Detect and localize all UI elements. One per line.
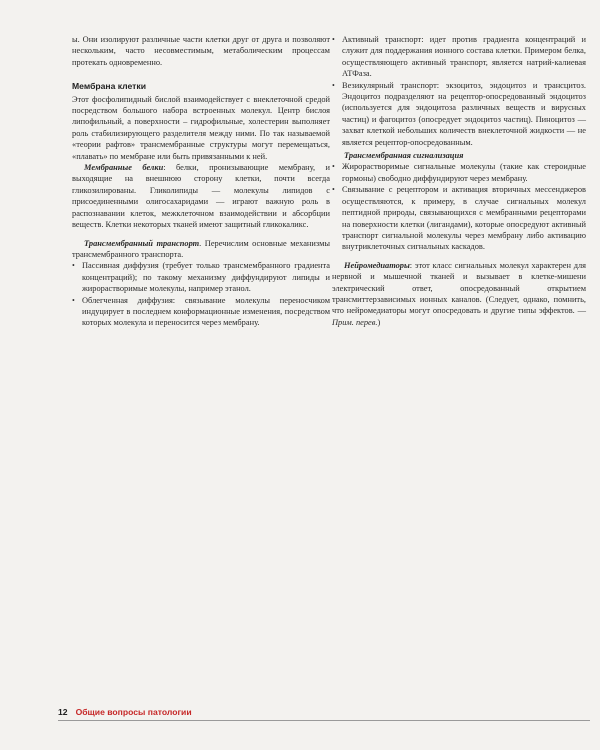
list-item: • Связывание с рецептором и активация вторичных мессенджеров осуществляются, к примеру, в случае сигнальных молекул пептидной природы, связывающихся с мембранными рецепторами на поверхности клетки (лигандами), которые опосредуют активный транспорт сигнальной молекулы через мембрану либо активацию внутриклеточных сигнальных каскадов. <box>332 185 586 252</box>
bullet-icon: • <box>332 185 335 195</box>
membrane-proteins-text: : белки, пронизывающие мембрану, и выходящие на внешнюю сторону клетки, почти всегда гликозилированы. Гликолипиды — молекулы липидов с присоединенными олигосахаридами — играют важную роль в распознавании клеток, межклеточном взаимодействии и абсорбции веществ. Клетки некоторых тканей имеют защитный гликокаликс. <box>72 163 330 230</box>
section-heading-membrane: Мембрана клетки <box>72 81 146 92</box>
bullet-icon: • <box>332 35 335 44</box>
bullet-icon: • <box>72 295 75 305</box>
right-column <box>332 34 586 328</box>
bullet-icon: • <box>332 162 335 172</box>
transport-text: . Перечислим основные механизмы трансмембранного транспорта. <box>72 238 330 259</box>
intro-paragraph: ы. Они изолируют различные части клетки друг от друга и позволяют нескольким, часто несовместимым, метаболическим процессам протекать одновременно. <box>72 35 330 67</box>
transport-list-left <box>72 260 330 328</box>
translator-note: Прим. перев. <box>332 317 378 327</box>
transport-list-right <box>332 34 586 148</box>
neuro-text: : этот класс сигнальных молекул характерен для нервной и мышечной тканей и вызывает в клетке-мишени электрический ответ, опосредованный открытием трансмиттерзависимых ионных каналов. (Следует, однако, помнить, что нейромедиаторы могут опосредовать и другие типы эффектов. — <box>332 260 586 316</box>
transport-paragraph <box>72 238 330 261</box>
neuro-term: Нейромедиаторы <box>344 260 410 270</box>
membrane-proteins-paragraph <box>72 162 330 230</box>
left-column <box>72 34 330 329</box>
transport-term: Трансмембранный транспорт <box>84 238 200 248</box>
footer-divider <box>58 720 590 721</box>
running-title: Общие вопросы патологии <box>75 707 192 717</box>
page-footer <box>58 707 192 717</box>
neuro-paragraph <box>332 260 586 328</box>
bullet-icon: • <box>72 261 75 271</box>
membrane-paragraph: Этот фосфолипидный бислой взаимодействует с внеклеточной средой посредством большого набора встроенных молекул. Центр бислоя липофильный, а поверхности – гидрофильные, холестерин выполняет роль стабилизирующего разделителя между ними. По так называемой «теории рафтов» трансмембранные структуры могут перемещаться, «плавать» по мембране или быть привязанными к ней. <box>72 94 330 161</box>
list-item: • Пассивная диффузия (требует только трансмембранного градиента концентраций); по такому механизму диффундируют липиды и жирорастворимые молекулы, например этанол. <box>72 261 330 294</box>
membrane-proteins-term: Мембранные белки <box>84 163 164 173</box>
list-item: • Жирорастворимые сигнальные молекулы (такие как стероидные гормоны) свободно диффундируют через мембрану. <box>332 162 586 183</box>
page-number: 12 <box>58 707 68 717</box>
neuro-close: ) <box>377 317 381 327</box>
signal-list <box>332 161 586 252</box>
bullet-icon: • <box>332 80 335 90</box>
list-item: • Везикулярный транспорт: экзоцитоз, эндоцитоз и трансцитоз. Эндоцитоз подразделяют на рецептор-опосредованный эндоцитоз (используется для эндоцитоза различных веществ и вирусных частиц) и фагоцитоз (опосредует эндоцитоз частиц). Пиноцитоз — захват клеткой небольших количеств внеклеточной жидкости — не является рецептор-опосредованным. <box>332 80 586 147</box>
list-item: • Активный транспорт: идет против градиента концентраций и служит для поддержания ионного состава клетки. Примером белка, осуществляющего активный транспорт, является натрий-калиевая АТФаза. <box>332 35 586 79</box>
list-item: • Облегченная диффузия: связывание молекулы переносчиком индуцирует в последнем конформационные изменения, посредством которых молекула и переносится через мембрану. <box>72 295 330 328</box>
signal-heading: Трансмембранная сигнализация <box>344 151 464 161</box>
